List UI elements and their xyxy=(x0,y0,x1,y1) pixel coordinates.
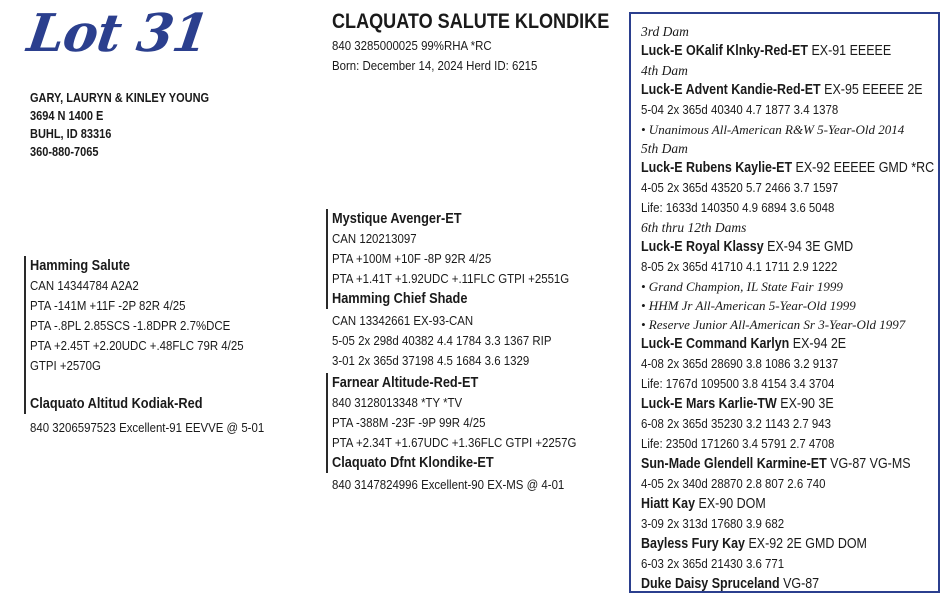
dam-family-record: 5-04 2x 365d 40340 4.7 1877 3.4 1378 xyxy=(641,102,839,117)
dam-family-classification: EX-94 3E GMD xyxy=(767,239,854,255)
sire-dam-line: 5-05 2x 298d 40382 4.4 1784 3.3 1367 RIP xyxy=(332,333,552,348)
dam-sire-line: PTA +2.34T +1.67UDC +1.36FLC GTPI +2257G xyxy=(332,435,577,450)
animal-birth-info: Born: December 14, 2024 Herd ID: 6215 xyxy=(332,58,538,73)
dam-family-name xyxy=(641,237,916,257)
dam-family-record: 4-05 2x 340d 28870 2.8 807 2.6 740 xyxy=(641,476,826,491)
sire-sire-name: Mystique Avenger-ET xyxy=(332,211,462,227)
lot-number: Lot 31 xyxy=(23,3,213,64)
dam-family-name xyxy=(641,454,916,474)
dam-sire-block xyxy=(326,373,610,473)
dam-family-record: Life: 2350d 171260 3.4 5791 2.7 4708 xyxy=(641,436,835,451)
dam-family-record: 4-05 2x 365d 43520 5.7 2466 3.7 1597 xyxy=(641,180,839,195)
animal-name: CLAQUATO SALUTE KLONDIKE xyxy=(332,10,610,33)
dam-family-name-text: Luck-E OKalif Klnky-Red-ET xyxy=(641,43,808,59)
sire-line: GTPI +2570G xyxy=(30,358,101,373)
dam-family-name-text: Luck-E Mars Karlie-TW xyxy=(641,396,777,412)
dam-family-name xyxy=(641,80,923,100)
owner-address-line-2: BUHL, ID 83316 xyxy=(30,127,112,141)
dam-family-honor: • HHM Jr All-American 5-Year-Old 1999 xyxy=(641,298,856,313)
owner-name: GARY, LAURYN & KINLEY YOUNG xyxy=(30,91,210,105)
dam-sire-line: PTA -388M -23F -9P 99R 4/25 xyxy=(332,415,486,430)
dam-name: Claquato Altitud Kodiak-Red xyxy=(30,396,203,412)
dam-family-name-text: Luck-E Rubens Kaylie-ET xyxy=(641,160,793,176)
sire-sire-line: CAN 120213097 xyxy=(332,231,417,246)
dam-family-honor: • Unanimous All-American R&W 5-Year-Old 2014 xyxy=(641,122,905,137)
dam-family-name xyxy=(641,574,916,594)
dam-family-list xyxy=(641,22,950,594)
dam-family-name xyxy=(641,158,935,178)
dam-family-classification: EX-95 EEEEE 2E xyxy=(824,82,923,98)
dam-family-classification: VG-87 VG-MS xyxy=(830,456,911,472)
sire-dam-name: Hamming Chief Shade xyxy=(332,291,468,307)
owner-phone: 360-880-7065 xyxy=(30,145,99,159)
dam-family-record: 6-08 2x 365d 35230 3.2 1143 2.7 943 xyxy=(641,416,831,431)
animal-registration: 840 3285000025 99%RHA *RC xyxy=(332,38,492,53)
sire-sire-line: PTA +1.41T +1.92UDC +.11FLC GTPI +2551G xyxy=(332,271,570,286)
dam-family-classification: EX-90 3E xyxy=(780,396,834,412)
dam-family-record: Life: 1633d 140350 4.9 6894 3.6 5048 xyxy=(641,200,835,215)
sire-line: PTA +2.45T +2.20UDC +.48FLC 79R 4/25 xyxy=(30,338,244,353)
sire-line: PTA -.8PL 2.85SCS -1.8DPR 2.7%DCE xyxy=(30,318,231,333)
dam-line: 840 3206597523 Excellent-91 EEVVE @ 5-01 xyxy=(30,420,265,435)
dam-family-name xyxy=(641,534,916,554)
sire-dam-line: CAN 13342661 EX-93-CAN xyxy=(332,313,474,328)
dam-generation-label: 5th Dam xyxy=(641,141,688,156)
dam-sire-line: 840 3128013348 *TY *TV xyxy=(332,395,463,410)
sire-name: Hamming Salute xyxy=(30,258,130,274)
dam-generation-label: 4th Dam xyxy=(641,63,688,78)
dam-family-classification: VG-87 xyxy=(783,576,820,592)
dam-family-classification: EX-91 EEEEE xyxy=(811,43,892,59)
dam-family-honor: • Reserve Junior All-American Sr 3-Year-Old 1997 xyxy=(641,317,906,332)
dam-family-record: Life: 1767d 109500 3.8 4154 3.4 3704 xyxy=(641,376,835,391)
dam-family-name xyxy=(641,394,916,414)
dam-family-record: 8-05 2x 365d 41710 4.1 1711 2.9 1222 xyxy=(641,259,838,274)
owner-block xyxy=(30,89,209,161)
dam-family-record: 6-03 2x 365d 21430 3.6 771 xyxy=(641,556,785,571)
dam-family-box xyxy=(629,12,940,593)
sire-line: CAN 14344784 A2A2 xyxy=(30,278,139,293)
dam-family-name-text: Duke Daisy Spruceland xyxy=(641,576,780,592)
sire-block xyxy=(24,256,273,414)
dam-sire-name: Farnear Altitude-Red-ET xyxy=(332,375,479,391)
sire-sire-block xyxy=(326,209,602,309)
owner-address-line-1: 3694 N 1400 E xyxy=(30,109,104,123)
dam-family-record: 4-08 2x 365d 28690 3.8 1086 3.2 9137 xyxy=(641,356,839,371)
dam-generation-label: 3rd Dam xyxy=(641,24,689,39)
dam-family-name-text: Luck-E Command Karlyn xyxy=(641,336,790,352)
sire-dam-line: 3-01 2x 365d 37198 4.5 1684 3.6 1329 xyxy=(332,353,530,368)
dam-generation-label: 6th thru 12th Dams xyxy=(641,220,747,235)
sire-line: PTA -141M +11F -2P 82R 4/25 xyxy=(30,298,186,313)
dam-family-name xyxy=(641,334,916,354)
dam-family-name-text: Bayless Fury Kay xyxy=(641,536,745,552)
sire-sire-line: PTA +100M +10F -8P 92R 4/25 xyxy=(332,251,492,266)
dam-family-name-text: Luck-E Royal Klassy xyxy=(641,239,764,255)
dam-family-name-text: Sun-Made Glendell Karmine-ET xyxy=(641,456,827,472)
dam-family-classification: EX-94 2E xyxy=(792,336,847,352)
dam-family-classification: EX-92 2E GMD DOM xyxy=(748,536,867,552)
dam-family-classification: EX-92 EEEEE GMD *RC xyxy=(795,160,935,176)
dam-family-honor: • Grand Champion, IL State Fair 1999 xyxy=(641,279,843,294)
dam-family-record: 3-09 2x 313d 17680 3.9 682 xyxy=(641,516,785,531)
sire-dam-details xyxy=(332,311,581,371)
dam-family-classification: EX-90 DOM xyxy=(698,496,766,512)
dam-dam-name: Claquato Dfnt Klondike-ET xyxy=(332,455,494,471)
dam-family-name xyxy=(641,494,916,514)
dam-family-name-text: Hiatt Kay xyxy=(641,496,696,512)
dam-family-name xyxy=(641,41,916,61)
dam-family-name-text: Luck-E Advent Kandie-Red-ET xyxy=(641,82,821,98)
dam-dam-line: 840 3147824996 Excellent-90 EX-MS @ 4-01 xyxy=(332,477,565,492)
